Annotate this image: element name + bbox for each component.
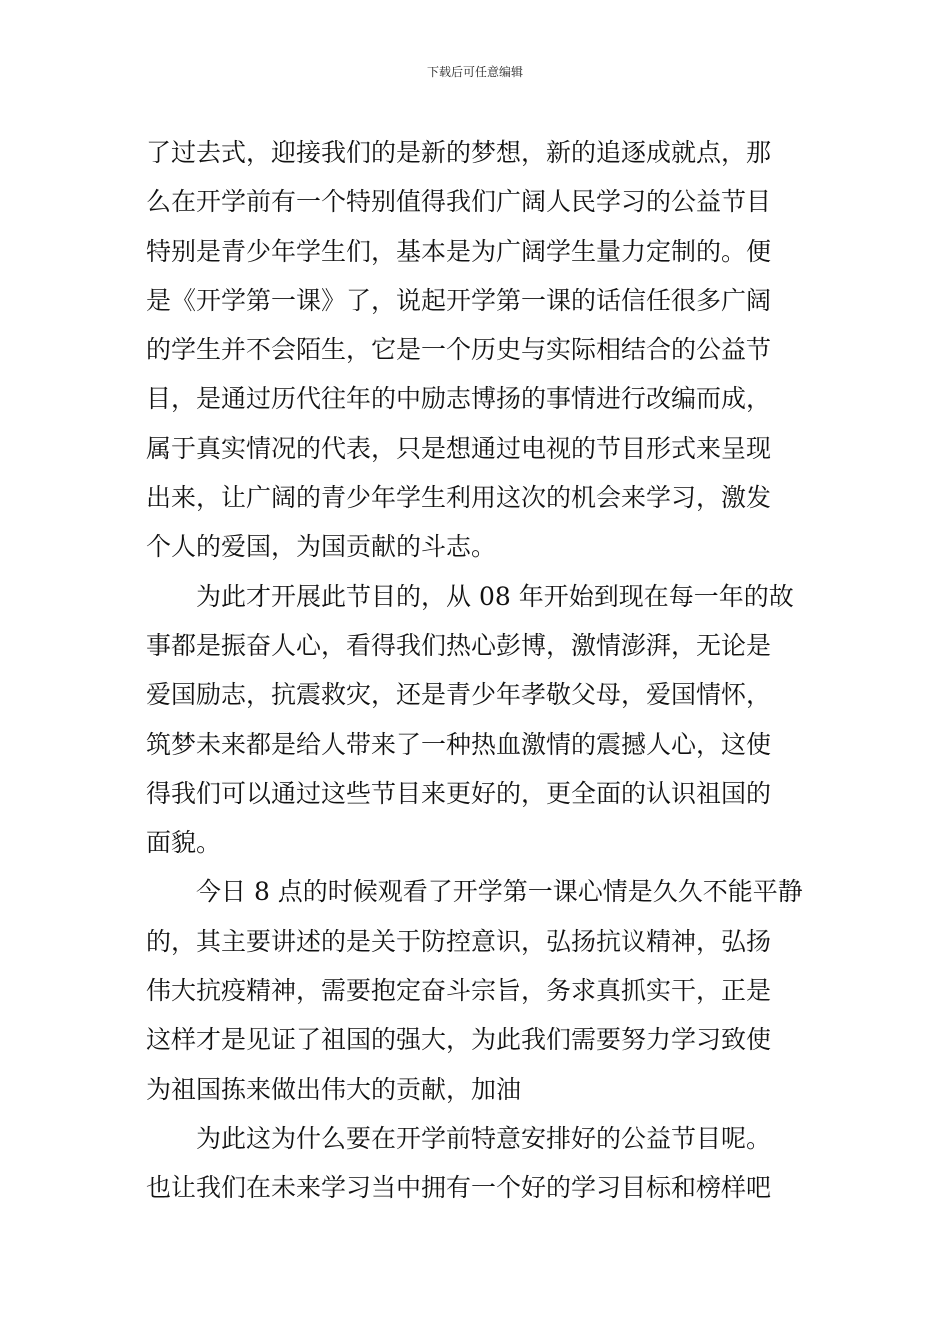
text-line: 目，是通过历代往年的中励志博扬的事情进行改编而成， bbox=[146, 384, 772, 414]
text-line: 为祖国拣来做出伟大的贡献，加油 bbox=[146, 1074, 522, 1104]
text-line: 么在开学前有一个特别值得我们广阔人民学习的公益节目 bbox=[146, 187, 772, 217]
text-line: 个人的爱国，为国贡献的斗志。 bbox=[146, 532, 497, 562]
text-line: 的学生并不会陌生，它是一个历史与实际相结合的公益节 bbox=[146, 335, 772, 365]
header-note: 下载后可任意编辑 bbox=[426, 65, 523, 79]
text-line: 了过去式，迎接我们的是新的梦想，新的追逐成就点，那 bbox=[146, 138, 772, 167]
text-line: 为此这为什么要在开学前特意安排好的公益节目呢。 bbox=[196, 1123, 772, 1153]
text-line: 爱国励志，抗震救灾，还是青少年孝敬父母，爱国情怀， bbox=[146, 680, 772, 710]
text-line: 为此才开展此节目的，从 08 年开始到现在每一年的故 bbox=[196, 581, 794, 611]
text-line: 筑梦未来都是给人带来了一种热血激情的震撼人心，这使 bbox=[146, 729, 772, 759]
document-body bbox=[146, 128, 806, 1213]
text-line: 得我们可以通过这些节目来更好的，更全面的认识祖国的 bbox=[146, 778, 772, 808]
text-line: 出来，让广阔的青少年学生利用这次的机会来学习，激发 bbox=[146, 483, 772, 513]
text-line: 属于真实情况的代表，只是想通过电视的节目形式来呈现 bbox=[146, 433, 772, 463]
text-line: 特别是青少年学生们，基本是为广阔学生量力定制的。便 bbox=[146, 236, 772, 266]
text-line: 今日 8 点的时候观看了开学第一课心情是久久不能平静 bbox=[196, 877, 803, 907]
text-line: 伟大抗疫精神，需要抱定奋斗宗旨，务求真抓实干，正是 bbox=[146, 976, 772, 1006]
text-line: 这样才是见证了祖国的强大，为此我们需要努力学习致使 bbox=[146, 1025, 772, 1055]
text-line: 事都是振奋人心，看得我们热心彭博，激情澎湃，无论是 bbox=[146, 630, 772, 660]
text-line: 也让我们在未来学习当中拥有一个好的学习目标和榜样吧 bbox=[146, 1173, 772, 1203]
text-line: 面貌。 bbox=[146, 828, 222, 858]
text-line: 的，其主要讲述的是关于防控意识，弘扬抗议精神，弘扬 bbox=[146, 926, 772, 956]
text-line: 是《开学第一课》了，说起开学第一课的话信任很多广阔 bbox=[146, 285, 772, 315]
